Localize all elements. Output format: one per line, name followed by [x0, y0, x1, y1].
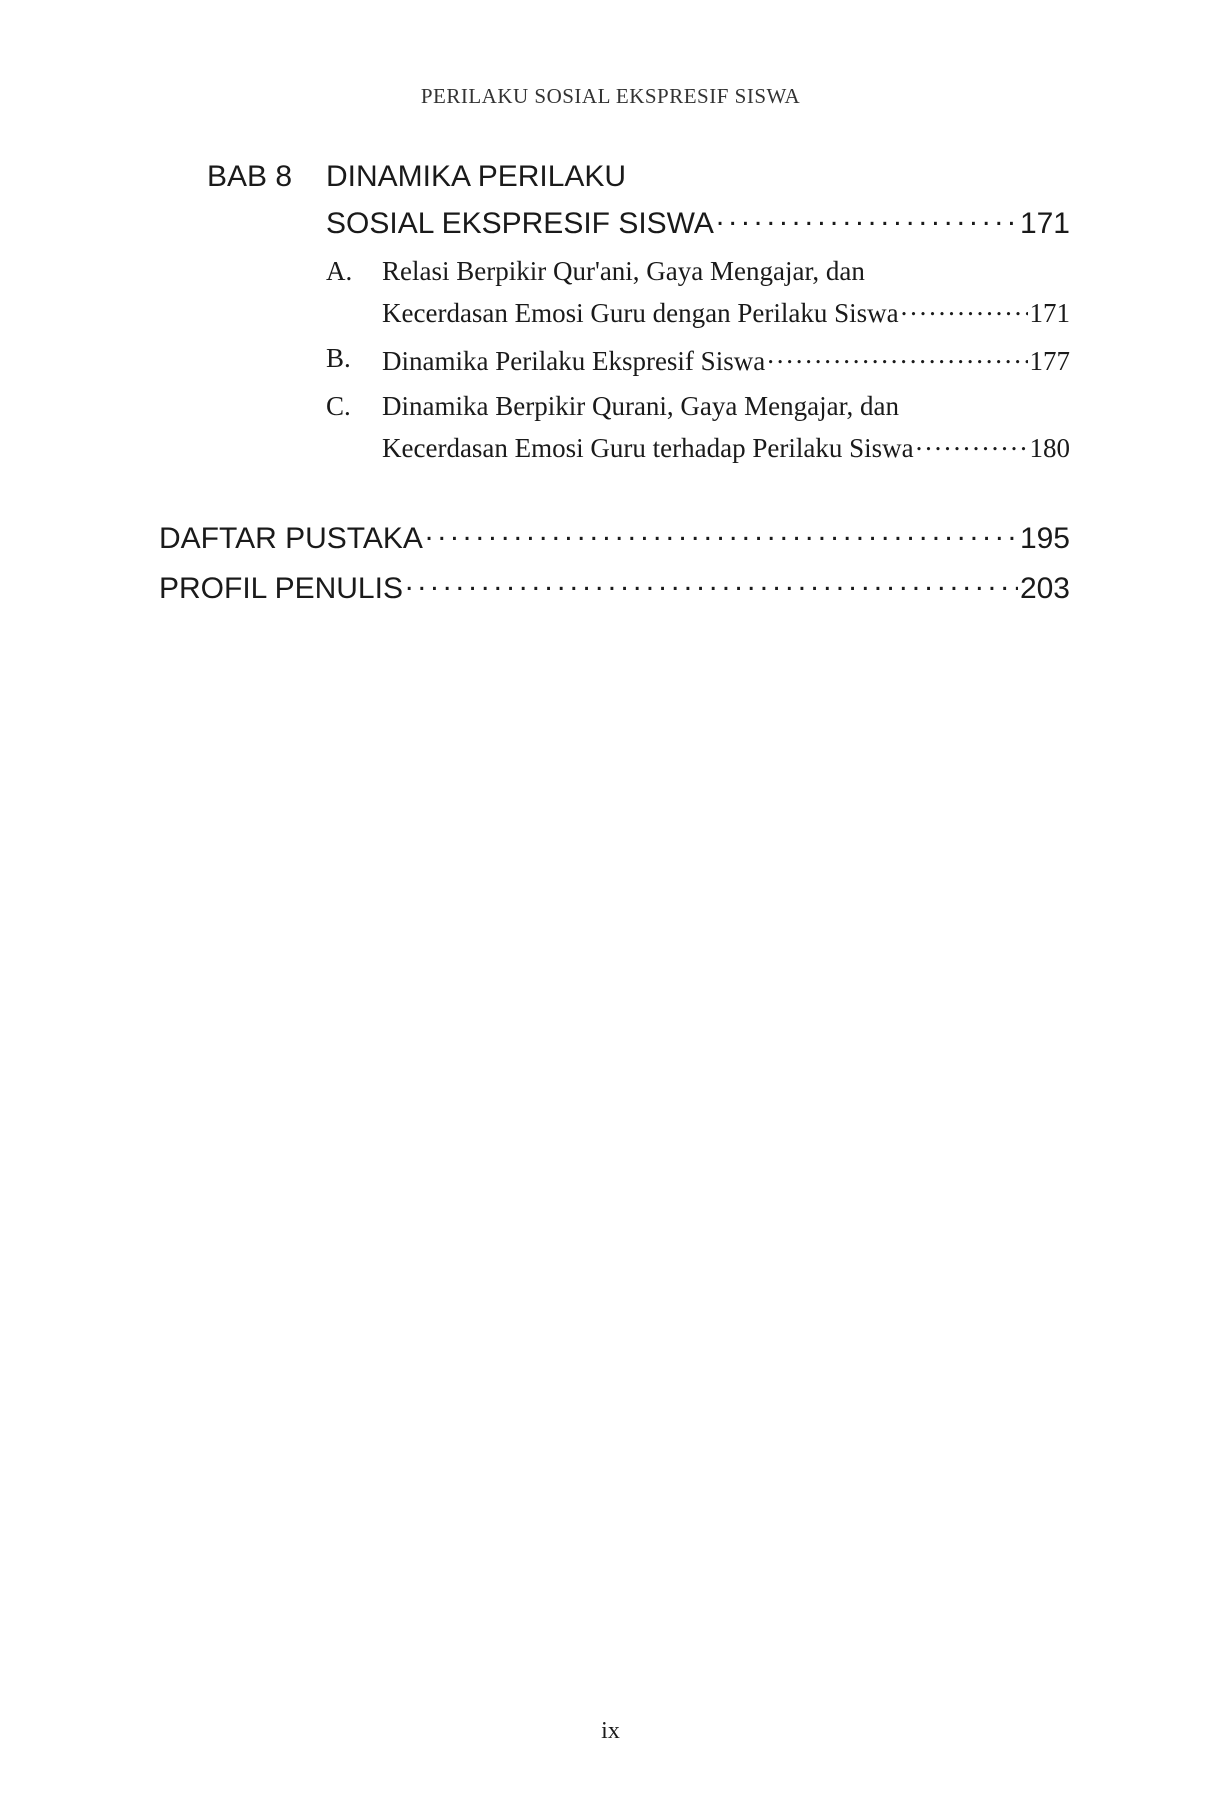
daftar-pustaka-page: 195 — [1019, 522, 1070, 555]
section-a-title-line1: Relasi Berpikir Qur'ani, Gaya Mengajar, dan — [382, 256, 865, 286]
chapter-label: BAB 8 — [207, 160, 293, 193]
section-a-page: 171 — [1029, 298, 1070, 328]
section-a-entry[interactable] — [382, 295, 1070, 329]
section-c-page: 180 — [1029, 433, 1070, 463]
daftar-pustaka-entry[interactable] — [159, 518, 1070, 556]
section-a-letter: A. — [326, 256, 353, 286]
daftar-pustaka-title: DAFTAR PUSTAKA — [159, 522, 423, 555]
dot-leader — [425, 518, 1018, 548]
dot-leader — [916, 430, 1028, 457]
section-b-page: 177 — [1029, 346, 1070, 376]
chapter-title-line2: SOSIAL EKSPRESIF SISWA — [326, 207, 714, 240]
section-c-title-line1: Dinamika Berpikir Qurani, Gaya Mengajar, dan — [382, 391, 899, 421]
chapter-entry[interactable] — [326, 203, 1070, 241]
chapter-title-line1: DINAMIKA PERILAKU — [326, 160, 627, 193]
dot-leader — [767, 343, 1027, 370]
section-b-letter: B. — [326, 343, 351, 373]
running-header: PERILAKU SOSIAL EKSPRESIF SISWA — [420, 84, 801, 108]
page-number: ix — [601, 1718, 620, 1744]
profil-penulis-entry[interactable] — [159, 568, 1070, 606]
profil-penulis-title: PROFIL PENULIS — [159, 572, 403, 605]
chapter-page: 171 — [1019, 207, 1070, 240]
dot-leader — [901, 295, 1028, 322]
section-c-title-line2: Kecerdasan Emosi Guru terhadap Perilaku Siswa — [382, 433, 914, 463]
dot-leader — [716, 203, 1018, 233]
section-c-letter: C. — [326, 391, 351, 421]
profil-penulis-page: 203 — [1019, 572, 1070, 605]
section-c-entry[interactable] — [382, 430, 1070, 464]
section-b-title: Dinamika Perilaku Ekspresif Siswa — [382, 346, 766, 376]
section-a-title-line2: Kecerdasan Emosi Guru dengan Perilaku Siswa — [382, 298, 899, 328]
section-b-entry[interactable] — [382, 343, 1070, 377]
dot-leader — [405, 568, 1018, 598]
